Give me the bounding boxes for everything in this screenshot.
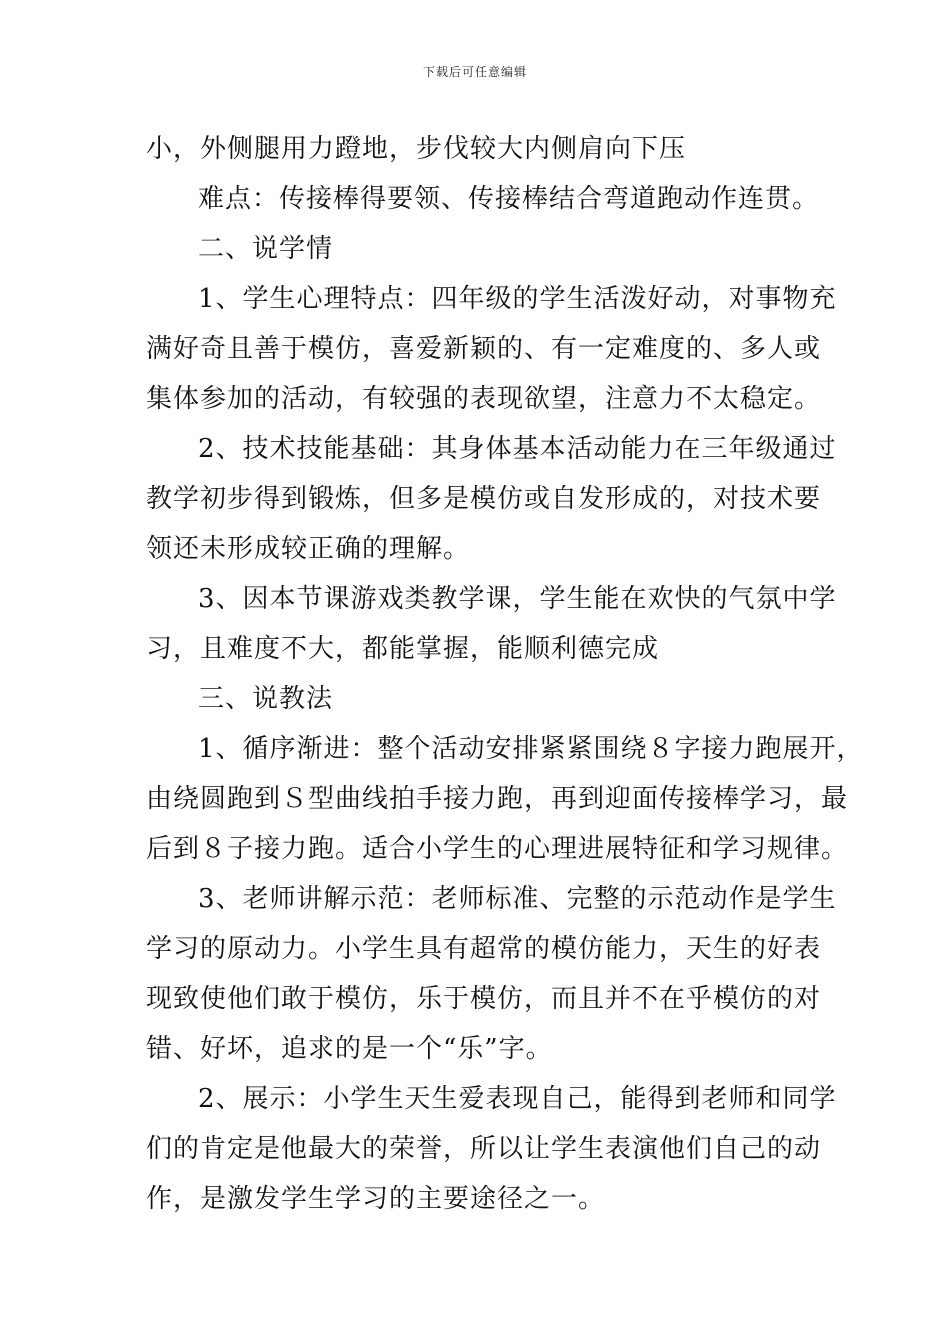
text-line: 后到８子接力跑。适合小学生的心理进展特征和学习规律。 — [146, 834, 849, 864]
text-line: 3、老师讲解示范：老师标准、完整的示范动作是学生 — [198, 884, 837, 914]
text-line: 作，是激发学生学习的主要途径之一。 — [146, 1184, 606, 1214]
text-line: 2、技术技能基础：其身体基本活动能力在三年级通过 — [198, 434, 837, 464]
text-line: 错、好坏，追求的是一个“乐”字。 — [146, 1034, 553, 1064]
document-body — [146, 124, 864, 1224]
text-line: 难点：传接棒得要领、传接棒结合弯道跑动作连贯。 — [198, 184, 820, 214]
text-line: 小，外侧腿用力蹬地，步伐较大内侧肩向下压 — [146, 134, 687, 164]
text-line: 现致使他们敢于模仿，乐于模仿，而且并不在乎模仿的对 — [146, 984, 822, 1014]
text-line: 习，且难度不大，都能掌握，能顺利德完成 — [146, 634, 660, 664]
page-header: 下载后可任意编辑 — [422, 65, 527, 79]
text-line: 们的肯定是他最大的荣誉，所以让学生表演他们自己的动 — [146, 1134, 822, 1164]
text-line: 领还未形成较正确的理解。 — [146, 534, 471, 564]
section-heading: 三、说教法 — [198, 684, 334, 714]
text-line: 满好奇且善于模仿，喜爱新颖的、有一定难度的、多人或 — [146, 334, 822, 364]
text-line: 集体参加的活动，有较强的表现欲望，注意力不太稳定。 — [146, 384, 822, 414]
text-line: 由绕圆跑到Ｓ型曲线拍手接力跑，再到迎面传接棒学习，最 — [146, 784, 849, 814]
section-heading: 二、说学情 — [198, 234, 334, 264]
text-line: 1、循序渐进：整个活动安排紧紧围绕８字接力跑展开， — [198, 734, 864, 764]
text-line: 1、学生心理特点：四年级的学生活泼好动，对事物充 — [198, 284, 837, 314]
text-line: 3、因本节课游戏类教学课，学生能在欢快的气氛中学 — [198, 584, 837, 614]
text-line: 学习的原动力。小学生具有超常的模仿能力，天生的好表 — [146, 934, 822, 964]
text-line: 教学初步得到锻炼，但多是模仿或自发形成的，对技术要 — [146, 484, 822, 514]
text-line: 2、展示：小学生天生爱表现自己，能得到老师和同学 — [198, 1084, 837, 1114]
